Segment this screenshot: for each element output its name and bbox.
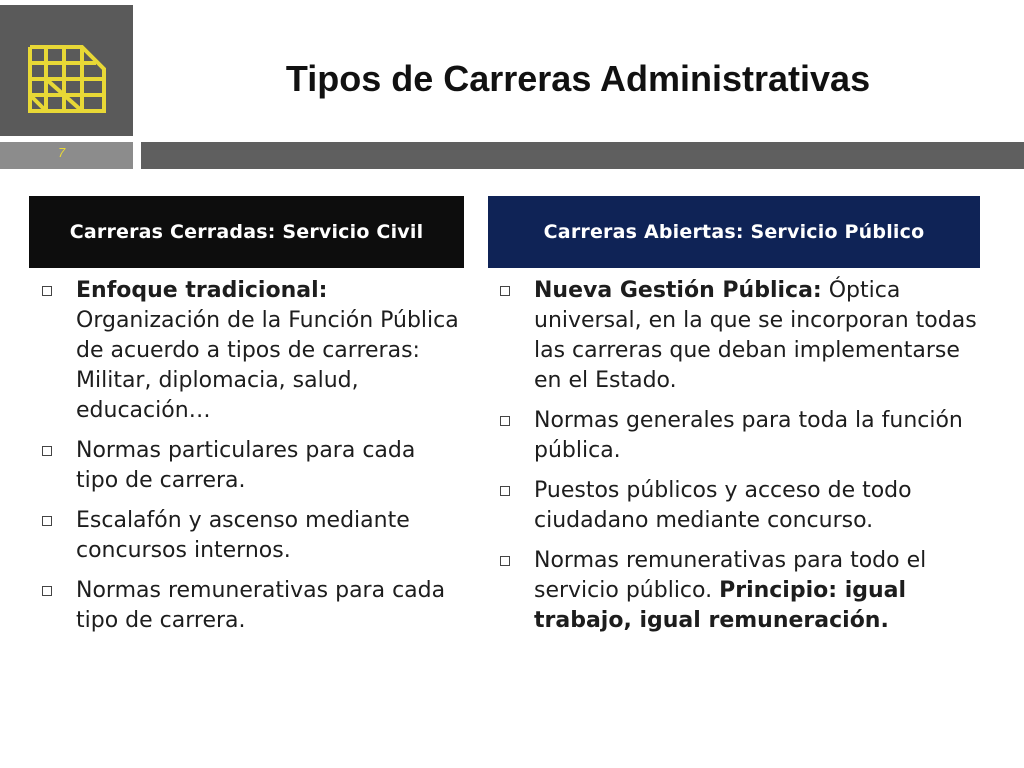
- square-bullet-icon: [500, 556, 510, 566]
- list-item: [498, 406, 993, 466]
- item-text: Normas remunerativas para cada tipo de carrera.: [76, 578, 446, 633]
- header-bar: [141, 142, 1024, 169]
- list-item: [498, 476, 993, 536]
- square-bullet-icon: [500, 286, 510, 296]
- slide-number: 7: [58, 145, 66, 160]
- slide-title: Tipos de Carreras Administrativas: [285, 58, 871, 99]
- item-text: Normas generales para toda la función pública.: [534, 408, 963, 463]
- slide-number-box: [0, 142, 133, 169]
- right-column-list: [498, 276, 993, 646]
- item-lead: Enfoque tradicional:: [76, 278, 328, 303]
- yellow-grid-icon: [26, 43, 108, 115]
- list-item: [40, 576, 462, 636]
- item-text: Puestos públicos y acceso de todo ciudadano mediante concurso.: [534, 478, 912, 533]
- square-bullet-icon: [42, 286, 52, 296]
- item-text: Normas remunerativas para todo el servicio público.: [534, 548, 927, 603]
- list-item: [40, 506, 462, 566]
- item-text: Escalafón y ascenso mediante concursos internos.: [76, 508, 410, 563]
- list-item: [498, 276, 993, 396]
- item-tail-bold: Principio: igual trabajo, igual remuneración.: [534, 578, 907, 633]
- list-item: [40, 436, 462, 496]
- item-text: Organización de la Función Pública de acuerdo a tipos de carreras: Militar, diplomacia, salud, educación…: [76, 308, 459, 423]
- item-lead: Nueva Gestión Pública:: [534, 278, 822, 303]
- square-bullet-icon: [42, 446, 52, 456]
- left-column-list: [40, 276, 462, 646]
- item-text: Normas particulares para cada tipo de carrera.: [76, 438, 416, 493]
- right-column-header-label: Carreras Abiertas: Servicio Público: [543, 221, 925, 243]
- left-column-header: [29, 196, 464, 268]
- square-bullet-icon: [500, 486, 510, 496]
- list-item: [40, 276, 462, 426]
- left-column-header-label: Carreras Cerradas: Servicio Civil: [69, 221, 424, 243]
- list-item: [498, 546, 993, 636]
- item-text: Óptica universal, en la que se incorporan todas las carreras que deban implementarse en el Estado.: [534, 278, 977, 393]
- square-bullet-icon: [500, 416, 510, 426]
- square-bullet-icon: [42, 586, 52, 596]
- square-bullet-icon: [42, 516, 52, 526]
- right-column-header: [488, 196, 980, 268]
- logo-panel: [0, 5, 133, 136]
